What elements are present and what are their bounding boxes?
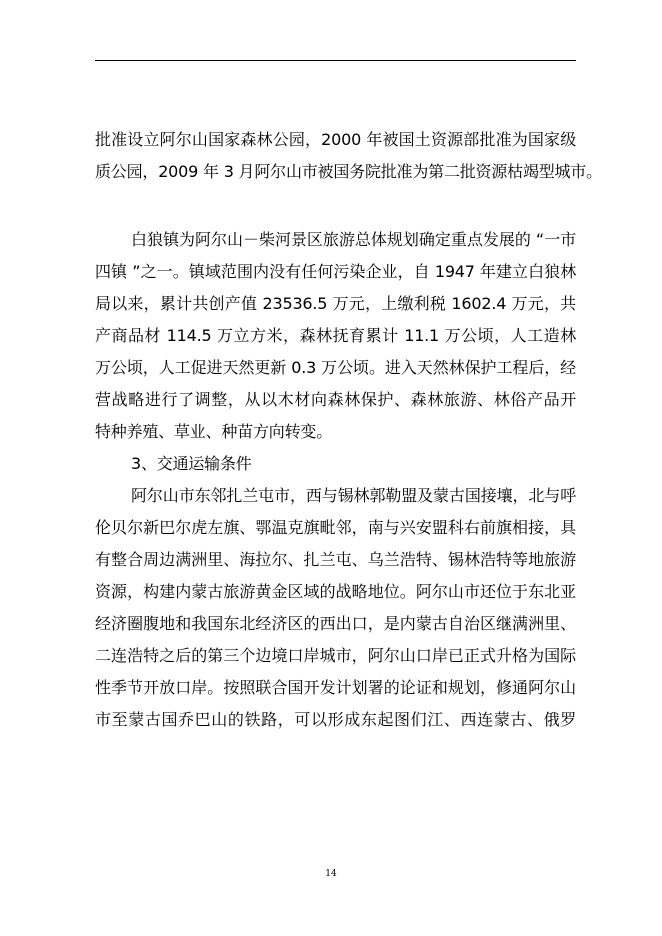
text-line: 资源，构建内蒙古旅游黄金区域的战略地位。阿尔山市还位于东北亚	[95, 582, 576, 601]
text-line: 经济圈腹地和我国东北经济区的西出口，是内蒙古自治区继满洲里、	[95, 614, 576, 633]
page-number: 14	[325, 869, 337, 879]
section-heading	[95, 448, 576, 480]
paragraph	[95, 480, 576, 736]
text-line: 质公园，2009 年 3 月阿尔山市被国务院批准为第二批资源枯竭型城市。	[95, 162, 602, 181]
header-rule	[95, 60, 576, 61]
text-line: 性季节开放口岸。按照联合国开发计划署的论证和规划，修通阿尔山	[95, 678, 576, 697]
paragraph	[95, 224, 576, 448]
text-line: 万公顷，人工促进天然更新 0.3 万公顷。进入天然林保护工程后，经	[95, 358, 576, 377]
text-line: 局以来，累计共创产值 23536.5 万元，上缴利税 1602.4 万元，共	[95, 294, 576, 313]
text-line: 二连浩特之后的第三个边境口岸城市，阿尔山口岸已正式升格为国际	[95, 646, 576, 665]
text-line: 营战略进行了调整，从以木材向森林保护、森林旅游、林俗产品开	[95, 390, 576, 409]
text-line: 有整合周边满洲里、海拉尔、扎兰屯、乌兰浩特、锡林浩特等地旅游	[95, 550, 576, 569]
heading-text: 3、交通运输条件	[131, 454, 252, 473]
text-line: 伦贝尔新巴尔虎左旗、鄂温克旗毗邻，南与兴安盟科右前旗相接，具	[95, 518, 576, 537]
text-line: 阿尔山市东邻扎兰屯市，西与锡林郭勒盟及蒙古国接壤，北与呼	[131, 486, 576, 505]
document-body	[95, 124, 602, 736]
text-line: 产商品材 114.5 万立方米，森林抚育累计 11.1 万公顷，人工造林	[95, 326, 576, 345]
text-line: 批准设立阿尔山国家森林公园，2000 年被国土资源部批准为国家级	[95, 130, 576, 149]
text-line: 特种养殖、草业、种苗方向转变。	[95, 422, 333, 441]
text-line: 市至蒙古国乔巴山的铁路，可以形成东起图们江、西连蒙古、俄罗	[95, 710, 576, 729]
paragraph-gap	[95, 188, 576, 224]
text-line: 四镇 ”之一。镇域范围内没有任何污染企业，自 1947 年建立白狼林	[95, 262, 576, 281]
text-line: 白狼镇为阿尔山－柴河景区旅游总体规划确定重点发展的 “一市	[131, 230, 576, 249]
paragraph	[95, 124, 602, 188]
